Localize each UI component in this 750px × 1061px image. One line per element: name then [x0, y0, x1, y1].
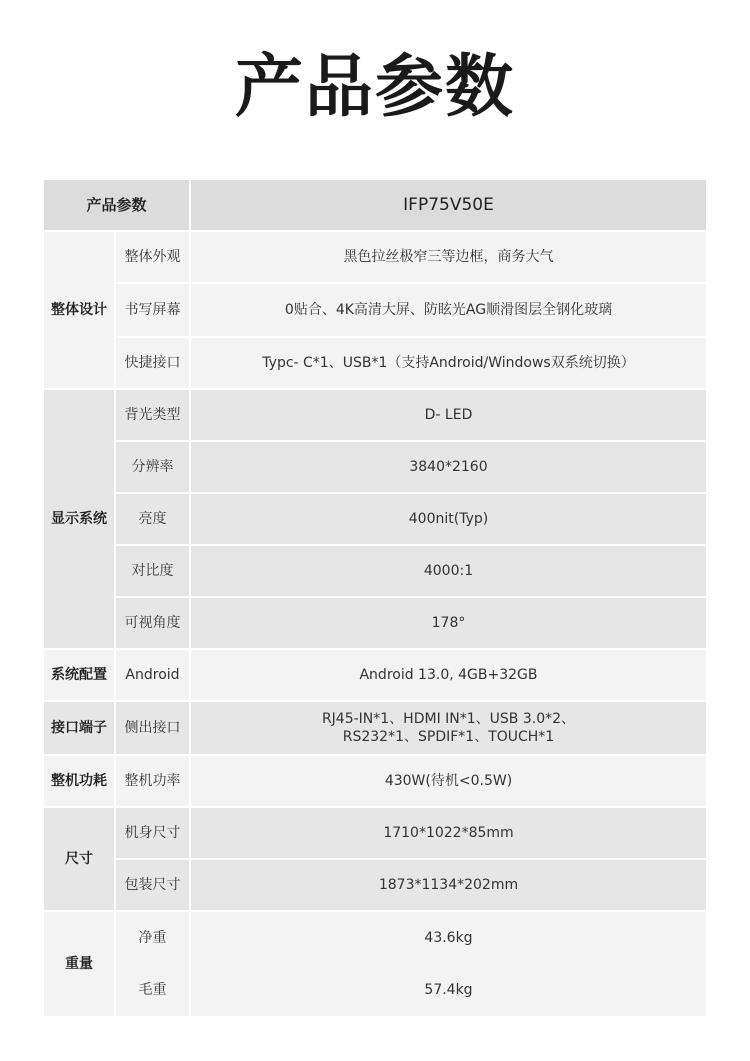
item-resolution: 分辨率 — [116, 442, 189, 492]
category-power: 整机功耗 — [44, 756, 114, 806]
value-package-size: 1873*1134*202mm — [191, 860, 706, 910]
item-quick-port: 快捷接口 — [116, 338, 189, 388]
value-backlight: D- LED — [191, 390, 706, 440]
category-weight: 重量 — [44, 912, 114, 1016]
value-power: 430W(待机<0.5W) — [191, 756, 706, 806]
value-resolution: 3840*2160 — [191, 442, 706, 492]
item-gross-weight: 毛重 — [116, 964, 189, 1016]
category-appearance: 整体设计 — [44, 232, 114, 388]
value-brightness: 400nit(Typ) — [191, 494, 706, 544]
item-side-ports: 侧出接口 — [116, 702, 189, 754]
item-backlight: 背光类型 — [116, 390, 189, 440]
item-appearance: 整体外观 — [116, 232, 189, 282]
item-contrast: 对比度 — [116, 546, 189, 596]
category-ports: 接口端子 — [44, 702, 114, 754]
value-side-ports-line1: RJ45-IN*1、HDMI IN*1、USB 3.0*2、 — [321, 711, 576, 727]
value-appearance: 黑色拉丝极窄三等边框，商务大气 — [191, 232, 706, 282]
item-power: 整机功率 — [116, 756, 189, 806]
item-writing-screen: 书写屏幕 — [116, 284, 189, 336]
value-writing-screen: 0贴合、4K高清大屏、防眩光AG顺滑图层全钢化玻璃 — [191, 284, 706, 336]
value-net-weight: 43.6kg — [191, 912, 706, 964]
category-display: 显示系统 — [44, 390, 114, 648]
category-size: 尺寸 — [44, 808, 114, 910]
item-net-weight: 净重 — [116, 912, 189, 964]
value-body-size: 1710*1022*85mm — [191, 808, 706, 858]
page-title: 产品参数 — [234, 48, 515, 127]
value-side-ports — [191, 702, 706, 754]
value-gross-weight: 57.4kg — [191, 964, 706, 1016]
value-contrast: 4000:1 — [191, 546, 706, 596]
item-package-size: 包装尺寸 — [116, 860, 189, 910]
value-side-ports-line2: RS232*1、SPDIF*1、TOUCH*1 — [342, 729, 555, 745]
item-body-size: 机身尺寸 — [116, 808, 189, 858]
header-label: 产品参数 — [44, 180, 189, 230]
value-quick-port: Typc- C*1、USB*1（支持Android/Windows双系统切换） — [191, 338, 706, 388]
value-viewing-angle: 178° — [191, 598, 706, 648]
header-model: IFP75V50E — [191, 180, 706, 230]
item-viewing-angle: 可视角度 — [116, 598, 189, 648]
item-android: Android — [116, 650, 189, 700]
category-system: 系统配置 — [44, 650, 114, 700]
item-brightness: 亮度 — [116, 494, 189, 544]
value-android: Android 13.0, 4GB+32GB — [191, 650, 706, 700]
